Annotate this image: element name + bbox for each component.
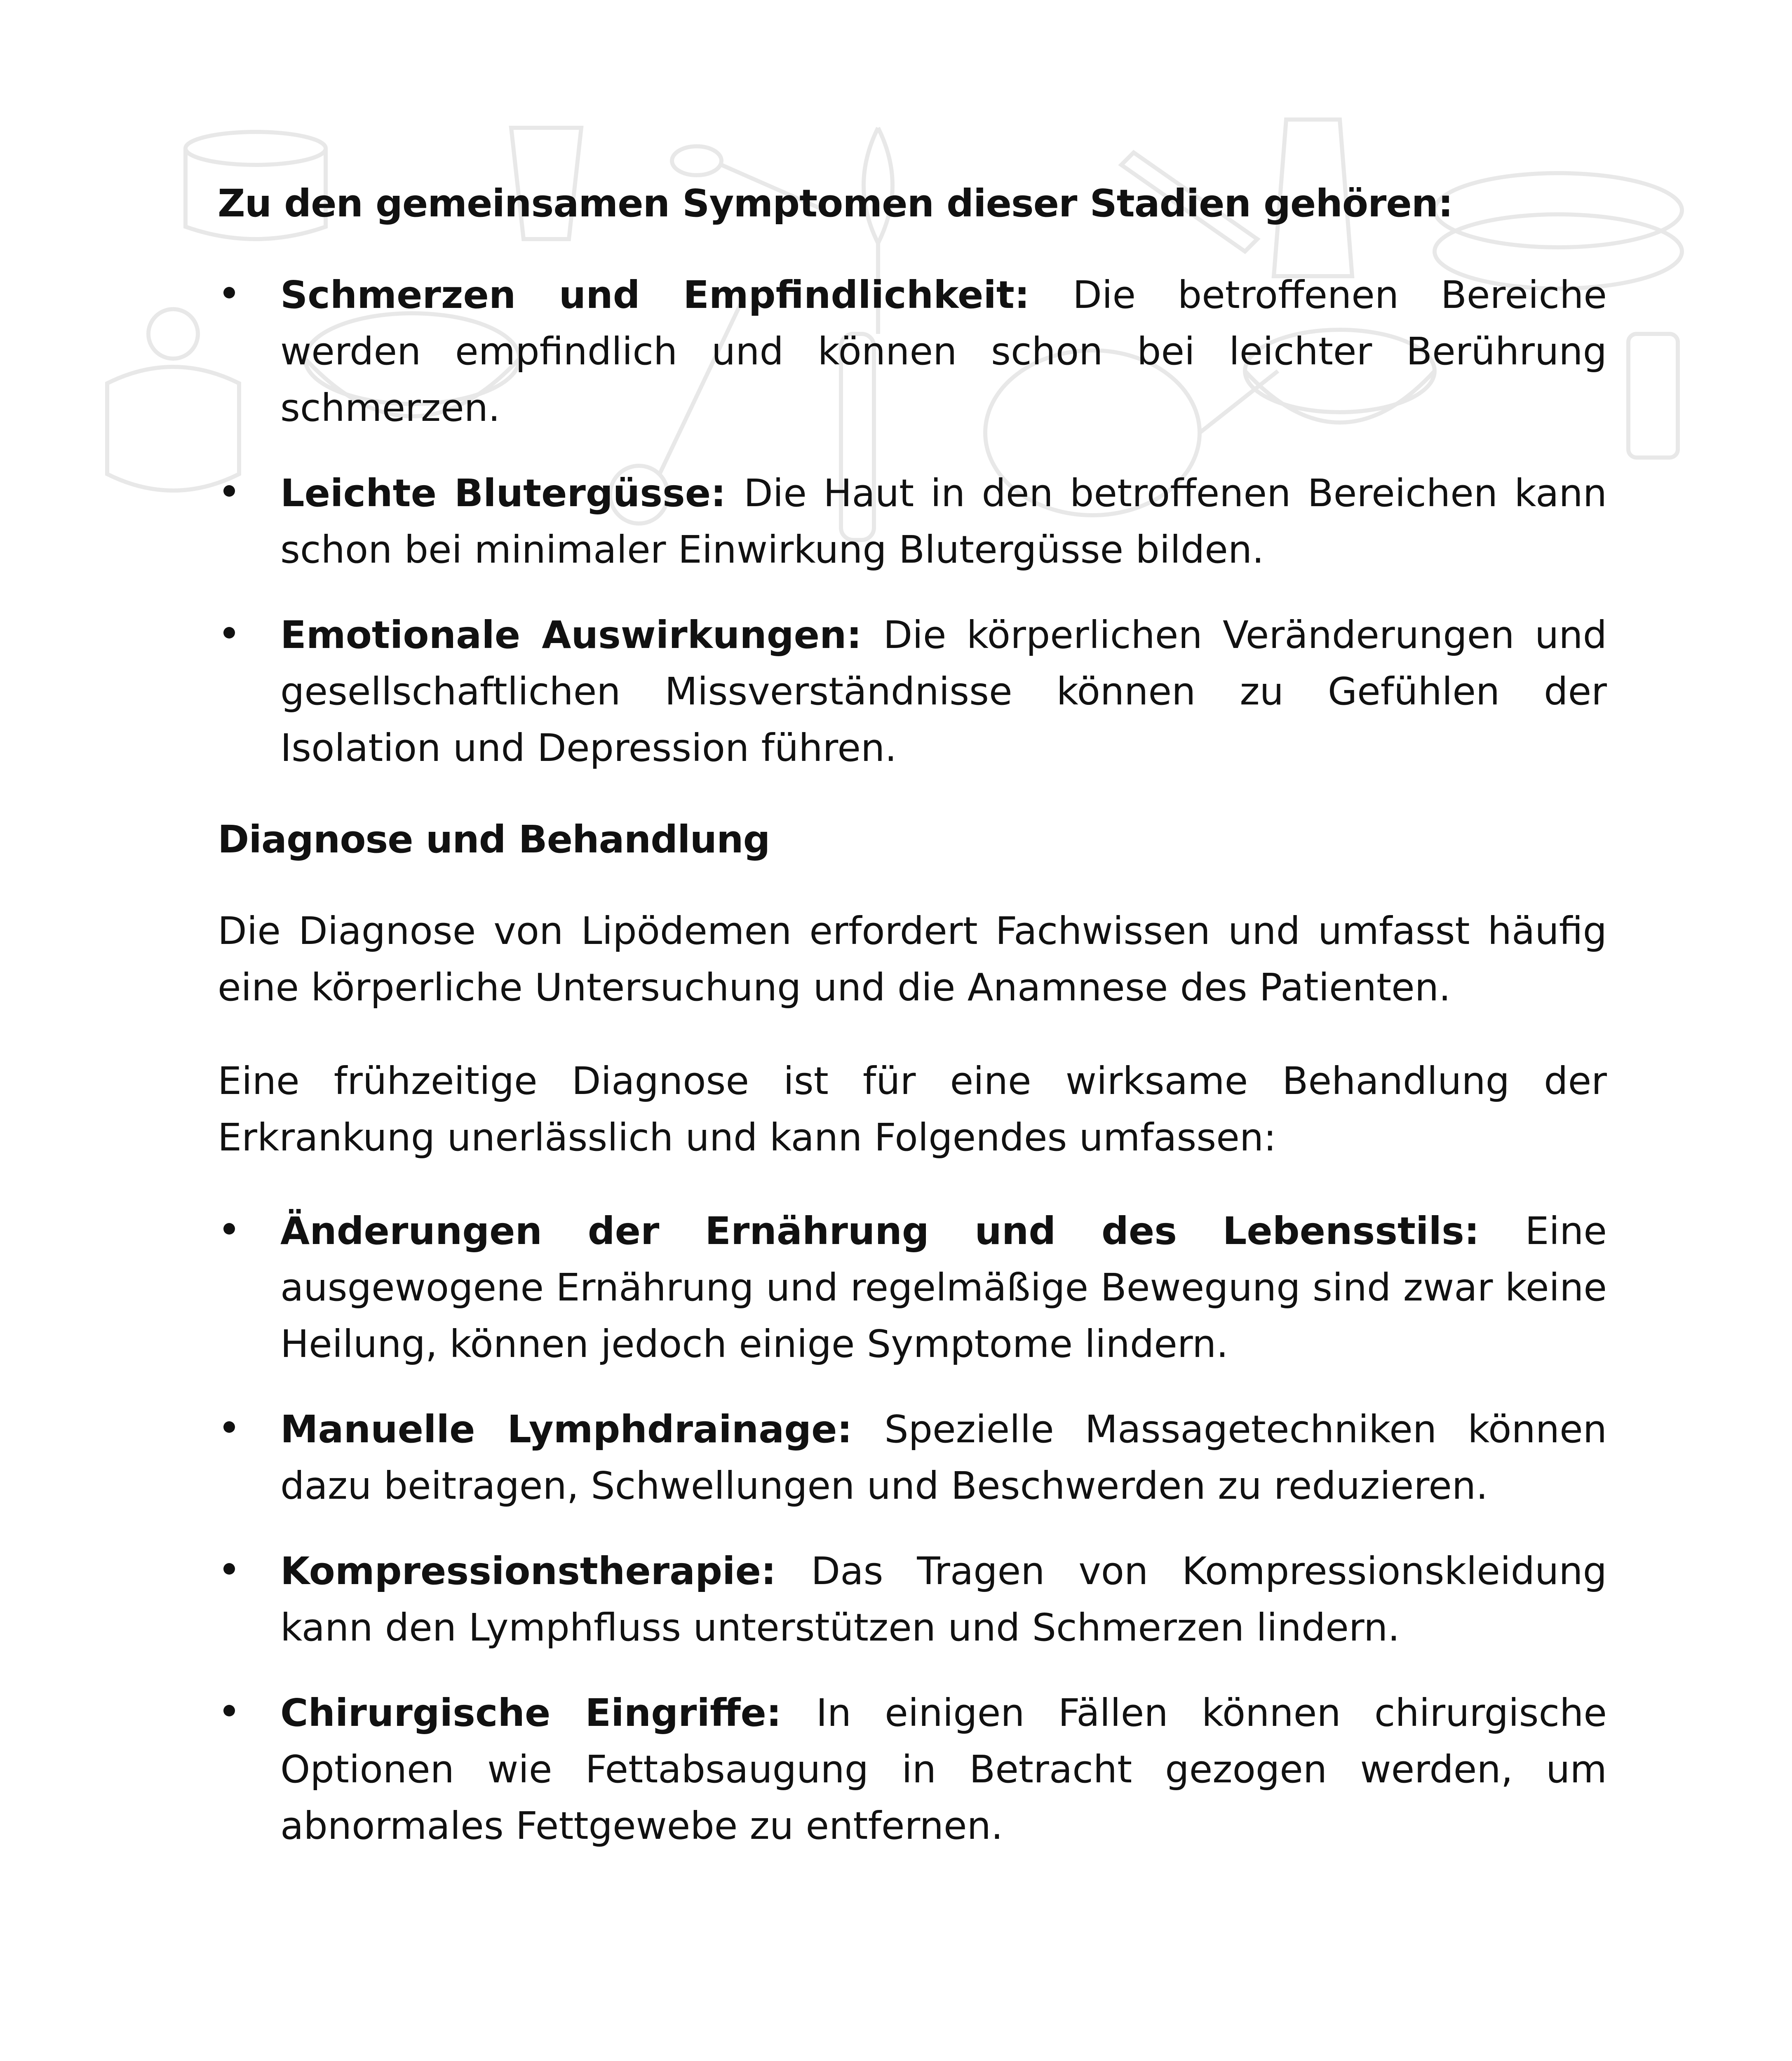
bullet-icon [223, 1421, 235, 1433]
document-body [218, 175, 1607, 1889]
bullet-icon [223, 627, 235, 638]
list-item-term: Emotionale Auswirkungen: [280, 613, 883, 657]
treatment-list [218, 1203, 1607, 1854]
list-item [218, 1685, 1607, 1854]
list-item [218, 1543, 1607, 1656]
paragraph-diagnosis: Die Diagnose von Lipödemen erfordert Fachwissen und umfasst häufig eine körperliche Untersuchung und die Anamnese des Patienten. [218, 909, 1607, 1009]
list-item-text: Spezielle Massagetechniken können dazu beitragen, Schwellungen und Beschwerden zu reduzieren. [280, 1407, 1607, 1508]
list-item [218, 1203, 1607, 1372]
list-item [218, 1401, 1607, 1514]
bullet-icon [223, 1563, 235, 1575]
section-heading-diagnosis: Diagnose und Behandlung [218, 817, 770, 861]
list-item-text: Das Tragen von Kompressionskleidung kann den Lymphfluss unterstützen und Schmerzen lindern. [280, 1549, 1607, 1650]
list-item-term: Änderungen der Ernährung und des Lebensstils: [280, 1209, 1525, 1253]
list-item-text: Die Haut in den betroffenen Bereichen kann schon bei minimaler Einwirkung Blutergüsse bilden. [280, 471, 1607, 572]
list-item [218, 267, 1607, 436]
list-item-term: Kompressionstherapie: [280, 1549, 811, 1593]
list-item-text: Eine ausgewogene Ernährung und regelmäßige Bewegung sind zwar keine Heilung, können jedoch einige Symptome lindern. [280, 1209, 1607, 1366]
list-item-term: Chirurgische Eingriffe: [280, 1691, 816, 1735]
symptom-list [218, 267, 1607, 776]
paragraph-early-diagnosis: Eine frühzeitige Diagnose ist für eine wirksame Behandlung der Erkrankung unerlässlich und kann Folgendes umfassen: [218, 1059, 1607, 1160]
list-item-term: Leichte Blutergüsse: [280, 471, 744, 515]
list-item-text: In einigen Fällen können chirurgische Optionen wie Fettabsaugung in Betracht gezogen werden, um abnormales Fettgewebe zu entfernen. [280, 1691, 1607, 1848]
bullet-icon [223, 1223, 235, 1235]
section-heading-symptoms: Zu den gemeinsamen Symptomen dieser Stadien gehören: [218, 181, 1453, 225]
list-item-term: Schmerzen und Empfindlichkeit: [280, 273, 1073, 317]
bullet-icon [223, 485, 235, 497]
bullet-icon [223, 1705, 235, 1716]
list-item-text: Die körperlichen Veränderungen und gesellschaftlichen Missverständnisse können zu Gefühlen der Isolation und Depression führen. [280, 613, 1607, 770]
list-item-term: Manuelle Lymphdrainage: [280, 1407, 885, 1451]
list-item-text: Die betroffenen Bereiche werden empfindlich und können schon bei leichter Berührung schmerzen. [280, 273, 1607, 430]
grater-icon [1628, 334, 1678, 458]
list-item [218, 607, 1607, 776]
bullet-icon [223, 287, 235, 298]
list-item [218, 465, 1607, 578]
